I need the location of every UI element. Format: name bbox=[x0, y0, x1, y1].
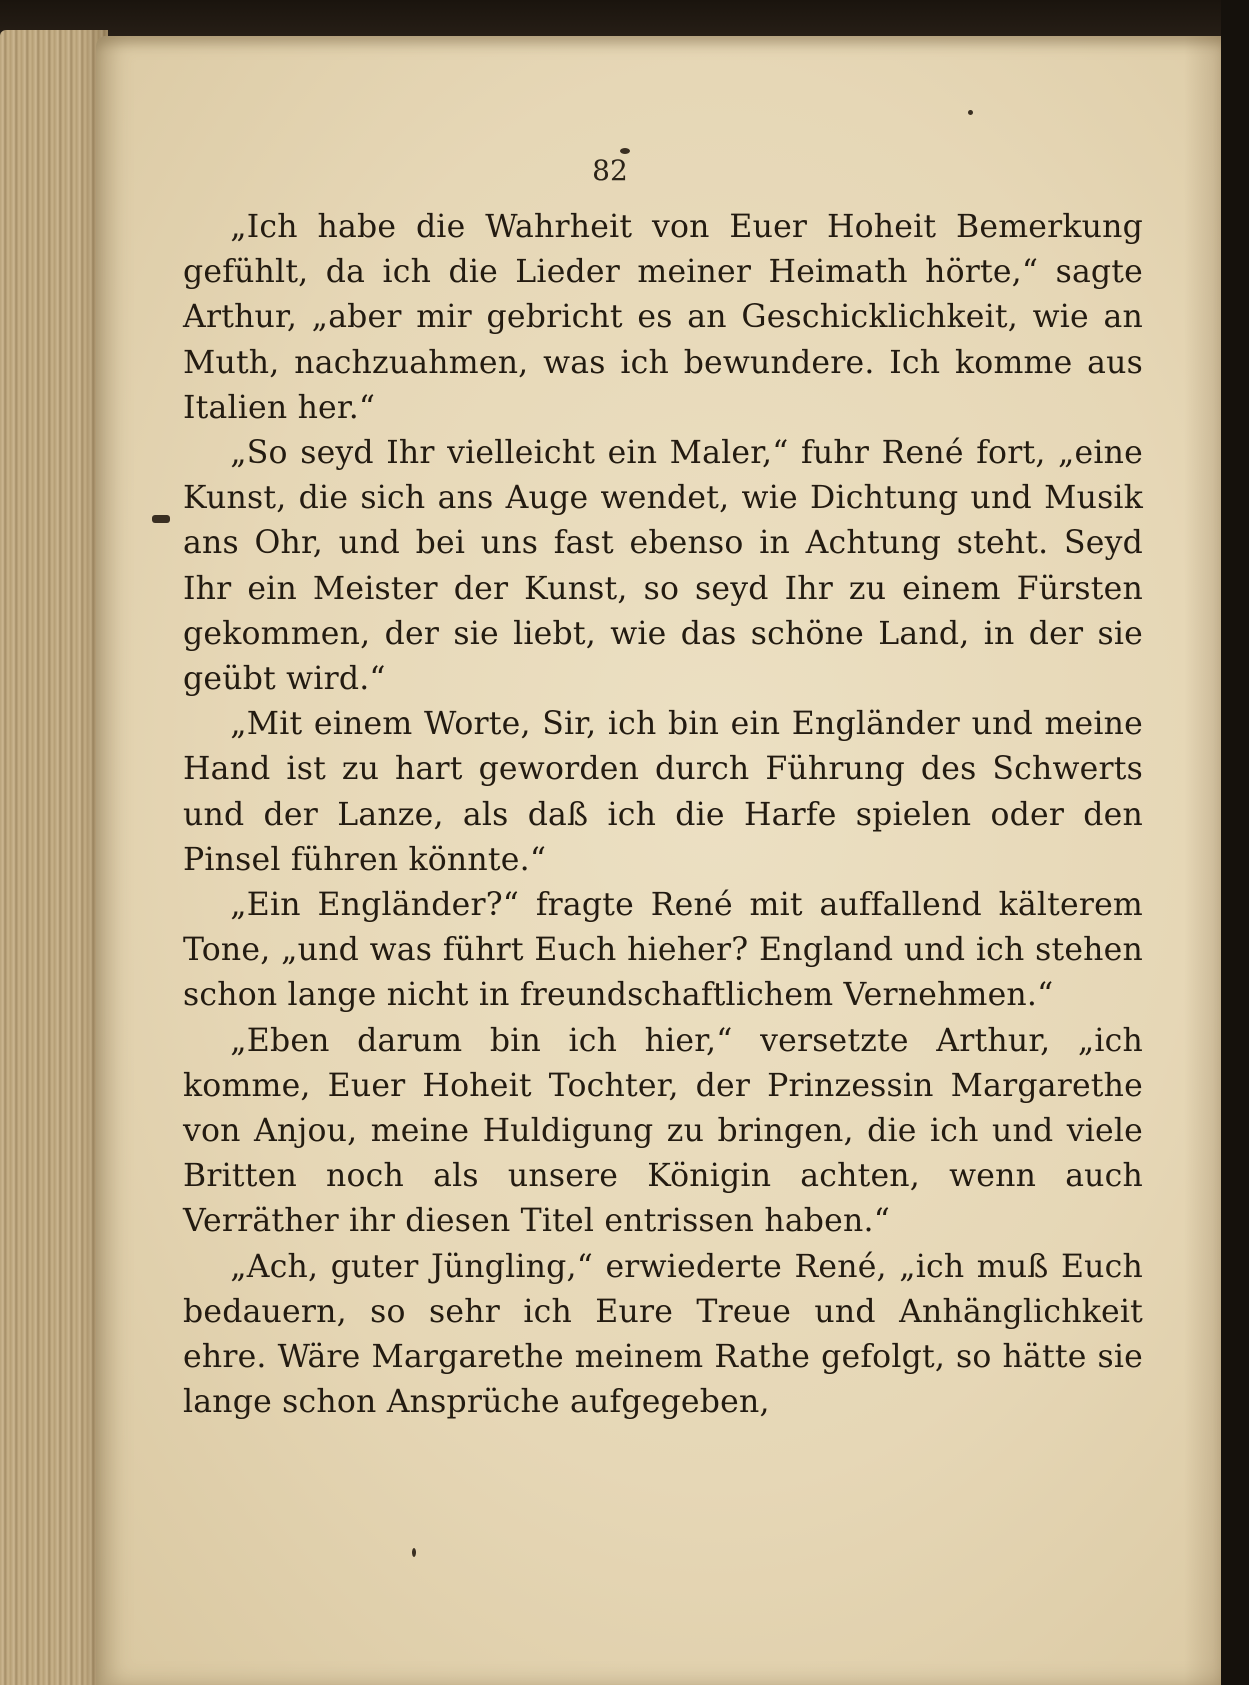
paragraph: „Ach, guter Jüngling,“ erwiederte René, „ich muß Euch bedauern, so sehr ich Eure Treue und Anhänglichkeit ehre. Wäre Margarethe meinem Rathe gefolgt, so hätte sie lange schon Ansprüche aufgegeben, bbox=[183, 1248, 1143, 1421]
page-edges bbox=[0, 30, 108, 1685]
ink-speck bbox=[968, 110, 973, 115]
paragraph: „So seyd Ihr vielleicht ein Maler,“ fuhr René fort, „eine Kunst, die sich ans Auge wendet, wie Dichtung und Musik ans Ohr, und bei uns fast ebenso in Achtung steht. Seyd Ihr ein Meister der Kunst, so seyd Ihr zu einem Fürsten gekommen, der sie liebt, wie das schöne Land, in der sie geübt wird.“ bbox=[183, 435, 1143, 698]
page-shadow bbox=[1184, 36, 1224, 1685]
paragraph: „Mit einem Worte, Sir, ich bin ein Engländer und meine Hand ist zu hart geworden durch Führung des Schwerts und der Lanze, als daß ich die Harfe spielen oder den Pinsel führen könnte.“ bbox=[183, 706, 1143, 878]
paragraph: „Ein Engländer?“ fragte René mit auffallend kälterem Tone, „und was führt Euch hieher? England und ich stehen schon lange nicht in freundschaftlichem Vernehmen.“ bbox=[183, 887, 1143, 1014]
page-text bbox=[183, 205, 1143, 1425]
page-number: 82 bbox=[592, 154, 628, 187]
paragraph: „Ich habe die Wahrheit von Euer Hoheit Bemerkung gefühlt, da ich die Lieder meiner Heimath hörte,“ sagte Arthur, „aber mir gebricht es an Geschicklichkeit, wie an Muth, nachzuahmen, was ich bewundere. Ich komme aus Italien her.“ bbox=[183, 209, 1143, 426]
scan-background-right bbox=[1221, 0, 1249, 1685]
paragraph: „Eben darum bin ich hier,“ versetzte Arthur, „ich komme, Euer Hoheit Tochter, der Prinzessin Margarethe von Anjou, meine Huldigung zu bringen, die ich und viele Britten noch als unsere Königin achten, wenn auch Verräther ihr diesen Titel entrissen haben.“ bbox=[183, 1022, 1143, 1240]
ink-speck bbox=[412, 1548, 416, 1557]
ink-speck bbox=[152, 515, 170, 523]
